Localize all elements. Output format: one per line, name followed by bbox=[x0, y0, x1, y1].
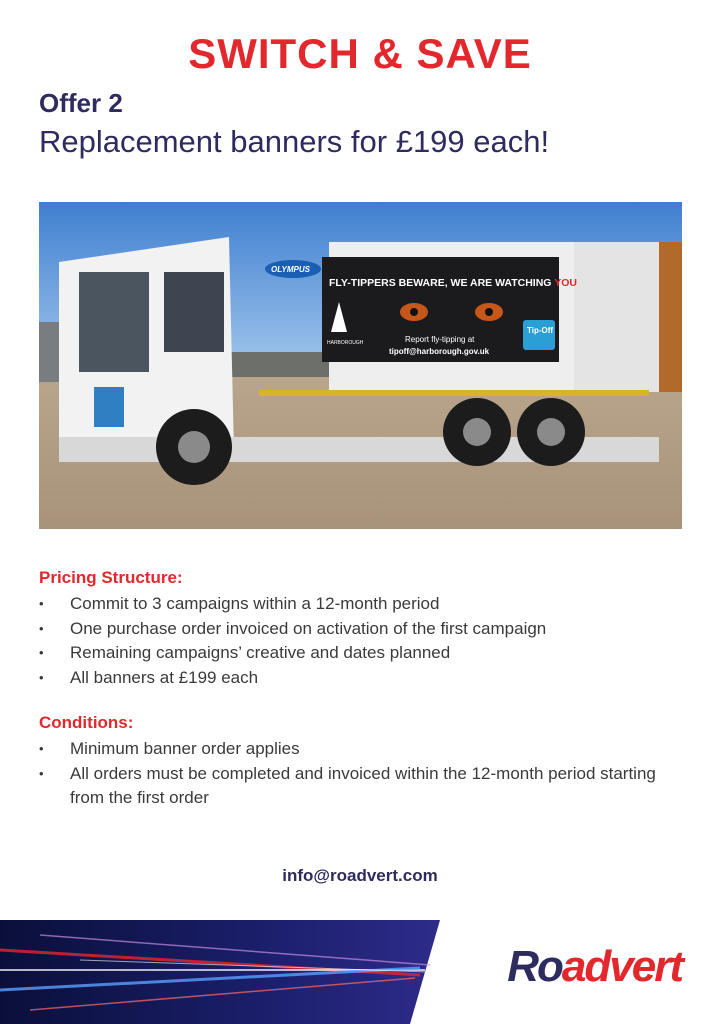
contact-email[interactable]: info@roadvert.com bbox=[282, 866, 438, 885]
banner-title: FLY-TIPPERS BEWARE, WE ARE WATCHING YOU bbox=[329, 277, 577, 289]
pricing-item: • Commit to 3 campaigns within a 12-month period bbox=[39, 592, 689, 617]
pricing-item: • One purchase order invoiced on activation of the first campaign bbox=[39, 617, 689, 642]
banner-report: Report fly-tipping at bbox=[405, 335, 475, 344]
truck-photo bbox=[39, 202, 682, 529]
pricing-list bbox=[39, 592, 689, 690]
light-streak-graphic bbox=[0, 920, 440, 1024]
conditions-title: Conditions: bbox=[39, 713, 134, 732]
roadvert-logo bbox=[507, 942, 682, 992]
offer-label: Offer 2 bbox=[39, 88, 123, 118]
council-name: HARBOROUGH bbox=[327, 340, 364, 346]
conditions-item: • All orders must be completed and invoiced within the 12-month period starting from the first order bbox=[39, 762, 689, 811]
conditions-item: • Minimum banner order applies bbox=[39, 737, 689, 762]
banner-badge: Tip-Off bbox=[527, 326, 554, 335]
logo-part-ro: Ro bbox=[507, 942, 562, 991]
banner-email: tipoff@harborough.gov.uk bbox=[389, 347, 490, 356]
headline: SWITCH & SAVE bbox=[188, 30, 532, 77]
pricing-title: Pricing Structure: bbox=[39, 568, 183, 587]
pricing-section bbox=[39, 568, 689, 690]
truck-brand: OLYMPUS bbox=[271, 265, 310, 274]
conditions-section bbox=[39, 713, 689, 811]
logo-part-advert: advert bbox=[561, 942, 682, 991]
conditions-list bbox=[39, 737, 689, 811]
pricing-item: • Remaining campaigns’ creative and dates planned bbox=[39, 641, 689, 666]
pricing-item: • All banners at £199 each bbox=[39, 666, 689, 691]
subheading: Replacement banners for £199 each! bbox=[39, 124, 550, 159]
